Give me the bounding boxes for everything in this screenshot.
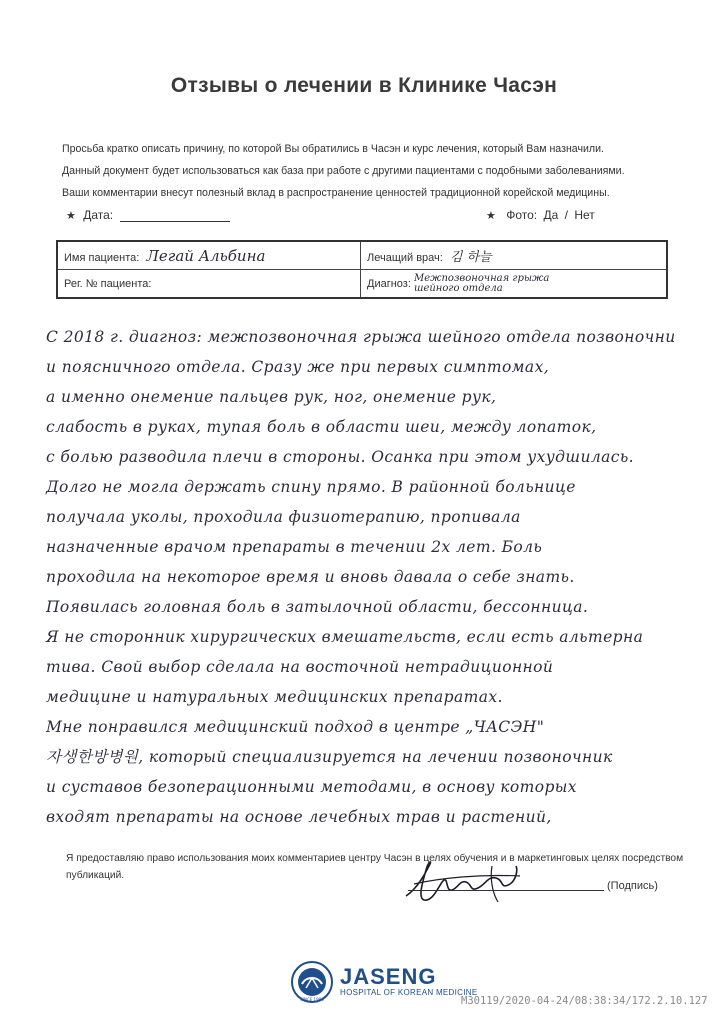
- diagnosis-value-line: шейного отдела: [413, 282, 503, 294]
- document-title: Отзывы о лечении в Клинике Часэн: [170, 74, 558, 97]
- consent-text: Я предоставляю право использования моих комментариев центру Часэн в целях обучения и в маркетинговых целях посредством публикаций.: [66, 853, 684, 881]
- review-line: назначенные врачом препараты в течении 2х лет. Боль: [46, 538, 543, 556]
- patient-name-label: Имя пациента:: [64, 251, 140, 264]
- reg-number-label: Рег. № пациента:: [64, 277, 152, 290]
- patient-name-cell[interactable]: [57, 241, 361, 270]
- intro-line: Просьба кратко описать причину, по которой Вы обратились в Часэн и курс лечения, который Вам назначили.: [62, 143, 604, 155]
- doctor-value: 김 하늘: [449, 250, 492, 265]
- review-line: 자생한방병원, который специализируется на лечении позвоночник: [46, 748, 613, 766]
- photo-separator: /: [564, 208, 568, 222]
- date-label: Дата:: [83, 208, 114, 222]
- signature-label: (Подпись): [607, 880, 658, 892]
- star-icon: ★: [486, 210, 496, 222]
- jaseng-emblem-icon: [290, 960, 334, 1004]
- diagnosis-cell[interactable]: [361, 270, 668, 299]
- review-line: тива. Свой выбор сделала на восточной нетрадиционной: [46, 658, 554, 676]
- star-icon: ★: [66, 210, 76, 222]
- reg-number-cell[interactable]: [57, 270, 361, 299]
- review-line: и поясничного отдела. Сразу же при первых симптомах,: [46, 358, 550, 376]
- photo-no-option[interactable]: Нет: [574, 208, 595, 222]
- diagnosis-value: [414, 274, 549, 294]
- review-line: Я не сторонник хирургических вмешательств, если есть альтерна: [46, 628, 644, 646]
- review-line: получала уколы, проходила физиотерапию, пропивала: [46, 508, 521, 526]
- review-line: с болью разводила плечи в стороны. Осанка при этом ухудшилась.: [46, 448, 635, 466]
- logo-subtitle: HOSPITAL OF KOREAN MEDICINE: [340, 988, 478, 997]
- scan-stamp: M30119/2020-04-24/08:38:34/172.2.10.127: [461, 995, 708, 1007]
- handwritten-review: [46, 322, 706, 832]
- signature-line[interactable]: [408, 878, 604, 891]
- logo-since: SINCE 1990: [300, 997, 324, 1002]
- review-line: и суставов безоперационными методами, в основу которых: [46, 778, 577, 796]
- review-line: С 2018 г. диагноз: межпозвоночная грыжа шейного отдела позвоночни: [46, 328, 676, 346]
- review-line: Появилась головная боль в затылочной области, бессонница.: [46, 598, 589, 616]
- review-line: слабость в руках, тупая боль в области шеи, между лопаток,: [46, 418, 597, 436]
- logo-name: JASENG: [340, 964, 437, 989]
- diagnosis-value-line: Межпозвоночная грыжа: [413, 272, 550, 284]
- doctor-cell[interactable]: [361, 241, 668, 270]
- photo-field: [486, 208, 595, 222]
- intro-line: Данный документ будет использоваться как база при работе с другими пациентами с подобными заболеваниями.: [62, 165, 625, 177]
- review-line: проходила на некоторое время и вновь давала о себе знать.: [46, 568, 575, 586]
- doctor-label: Лечащий врач:: [367, 252, 443, 264]
- review-line: Мне понравился медицинский подход в центре „ЧАСЭН": [46, 718, 545, 736]
- jaseng-logo: [290, 960, 477, 1004]
- diagnosis-label: Диагноз:: [367, 277, 411, 290]
- review-line: а именно онемение пальцев рук, ног, онемение рук,: [46, 388, 497, 406]
- review-line: Долго не могла держать спину прямо. В районной больнице: [46, 478, 576, 496]
- date-input-line[interactable]: [120, 209, 230, 222]
- patient-name-value: Легай Альбина: [146, 246, 266, 265]
- intro-text: [62, 138, 702, 204]
- date-field: [66, 208, 230, 222]
- intro-line: Ваши комментарии внесут полезный вклад в распространение ценностей традиционной корейской медицины.: [62, 187, 610, 199]
- patient-info-table: [56, 240, 668, 299]
- photo-yes-option[interactable]: Да: [543, 208, 559, 222]
- photo-label: Фото:: [506, 208, 538, 222]
- review-line: входят препараты на основе лечебных трав и растений,: [46, 808, 552, 826]
- review-line: медицине и натуральных медицинских препаратах.: [46, 688, 503, 706]
